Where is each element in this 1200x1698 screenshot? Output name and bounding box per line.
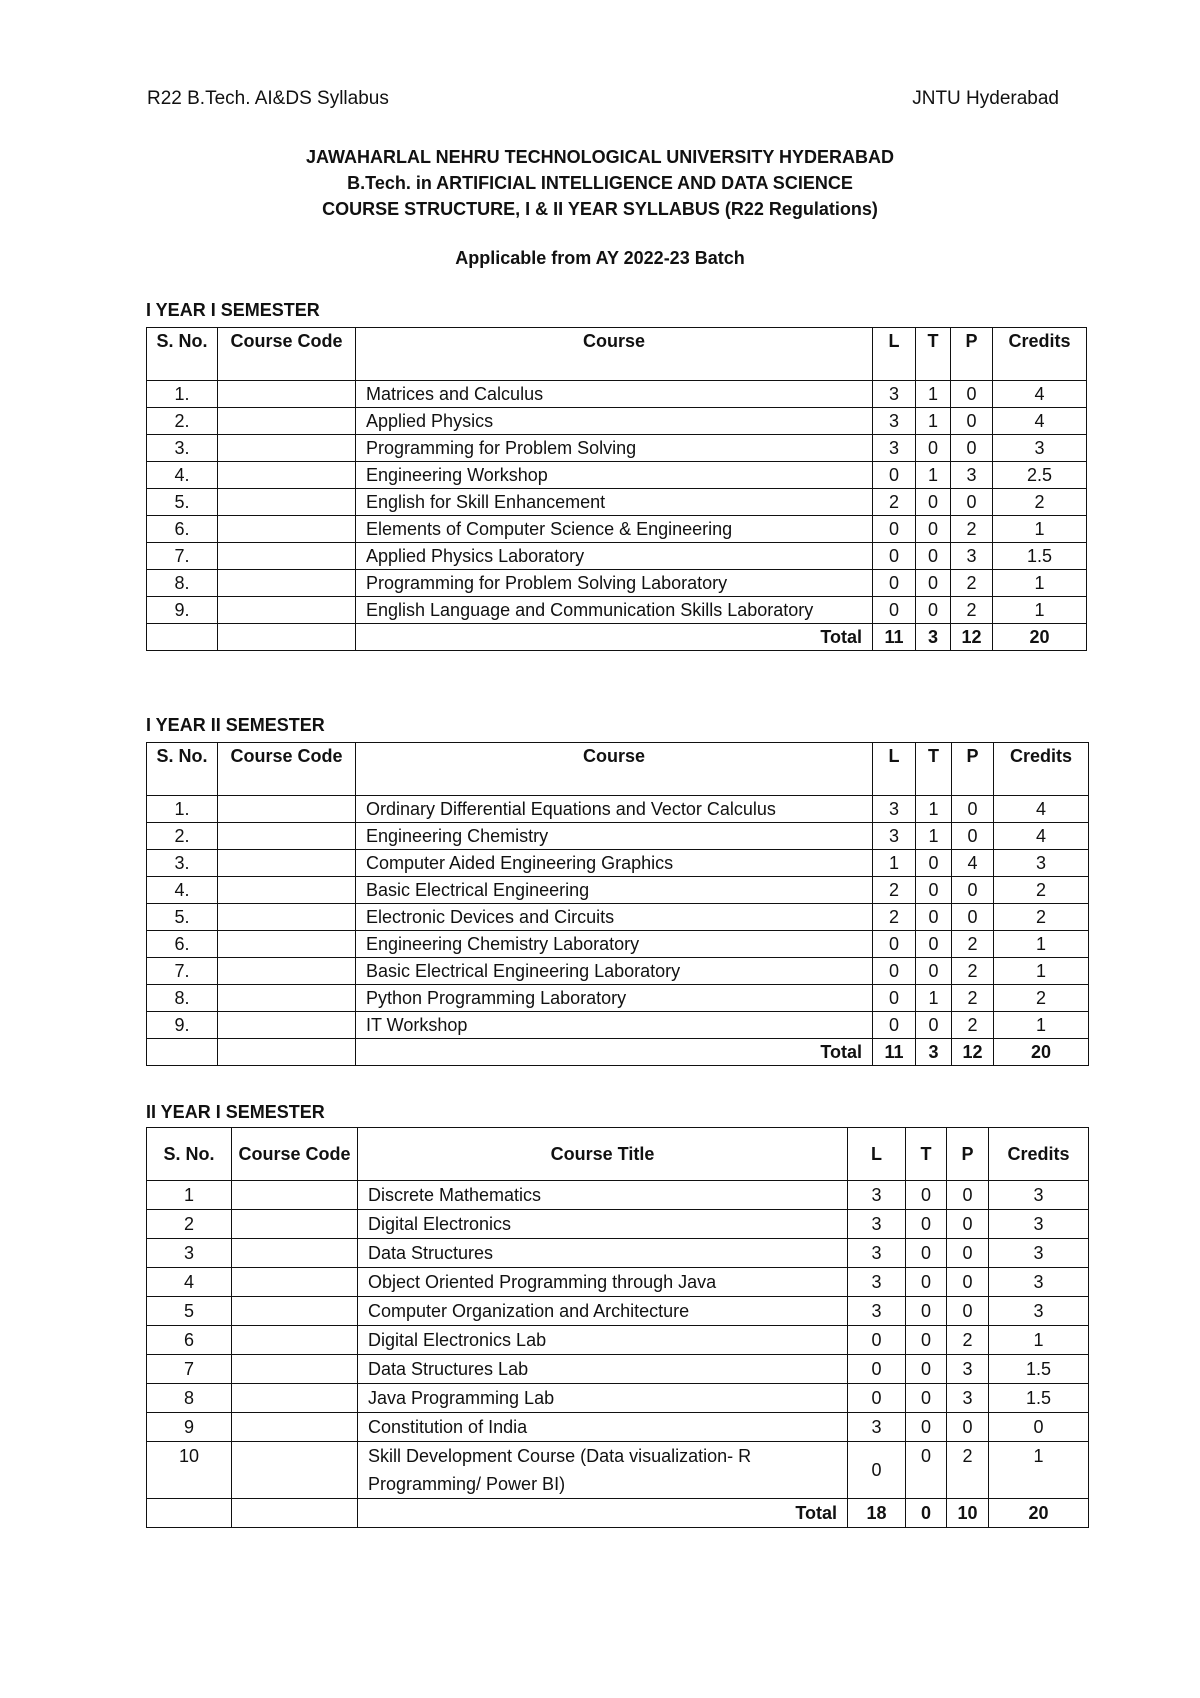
cell-l: 3	[873, 823, 916, 850]
cell-l: 0	[873, 985, 916, 1012]
cell-course-code	[218, 877, 356, 904]
cell-p: 2	[951, 570, 993, 597]
table-row	[147, 1355, 1089, 1384]
cell-course: Skill Development Course (Data visualization- R Programming/ Power BI)	[358, 1442, 848, 1499]
cell-course: Programming for Problem Solving	[356, 435, 873, 462]
cell-course-code	[218, 931, 356, 958]
table-row	[147, 1297, 1089, 1326]
cell-p: 0	[947, 1413, 989, 1442]
cell-course-code	[218, 462, 356, 489]
table-row	[147, 931, 1089, 958]
cell-t: 0	[916, 435, 951, 462]
cell-sno: 7.	[147, 958, 218, 985]
cell-credits: 3	[989, 1297, 1089, 1326]
cell-sno: 4.	[147, 877, 218, 904]
cell-l: 3	[848, 1297, 906, 1326]
cell-l: 0	[873, 462, 916, 489]
col-header-sno: S. No.	[147, 743, 218, 796]
cell-course: Data Structures	[358, 1239, 848, 1268]
cell-course-code	[232, 1355, 358, 1384]
cell-credits: 1	[994, 958, 1089, 985]
cell-p: 0	[947, 1239, 989, 1268]
cell-empty	[147, 1499, 232, 1528]
cell-l: 3	[848, 1181, 906, 1210]
total-credits: 20	[989, 1499, 1089, 1528]
cell-l: 0	[873, 958, 916, 985]
header-left: R22 B.Tech. AI&DS Syllabus	[147, 88, 389, 109]
cell-credits: 1	[993, 570, 1087, 597]
col-header-credits: Credits	[994, 743, 1089, 796]
cell-course: Discrete Mathematics	[358, 1181, 848, 1210]
table-row	[147, 1012, 1089, 1039]
cell-sno: 2	[147, 1210, 232, 1239]
cell-t: 0	[916, 877, 952, 904]
table-row	[147, 597, 1087, 624]
cell-l: 0	[848, 1442, 906, 1499]
cell-p: 4	[952, 850, 994, 877]
university-title: JAWAHARLAL NEHRU TECHNOLOGICAL UNIVERSITY HYDERABAD	[305, 147, 895, 167]
cell-sno: 2.	[147, 408, 218, 435]
cell-credits: 3	[989, 1239, 1089, 1268]
total-t: 0	[906, 1499, 947, 1528]
cell-l: 2	[873, 904, 916, 931]
cell-t: 0	[906, 1355, 947, 1384]
cell-l: 0	[873, 570, 916, 597]
table-row	[147, 904, 1089, 931]
total-p: 12	[952, 1039, 994, 1066]
col-header-credits: Credits	[989, 1128, 1089, 1181]
table-row	[147, 489, 1087, 516]
cell-credits: 1.5	[993, 543, 1087, 570]
cell-credits: 3	[994, 850, 1089, 877]
cell-t: 0	[916, 570, 951, 597]
cell-t: 0	[916, 543, 951, 570]
cell-p: 2	[952, 931, 994, 958]
cell-course-code	[218, 516, 356, 543]
cell-course-code	[218, 489, 356, 516]
cell-p: 3	[947, 1355, 989, 1384]
cell-course: Java Programming Lab	[358, 1384, 848, 1413]
cell-p: 3	[951, 543, 993, 570]
cell-empty	[232, 1499, 358, 1528]
cell-sno: 4.	[147, 462, 218, 489]
col-header-p: P	[951, 328, 993, 381]
table-header-row	[147, 328, 1087, 381]
cell-course: Basic Electrical Engineering Laboratory	[356, 958, 873, 985]
cell-sno: 9	[147, 1413, 232, 1442]
col-header-t: T	[916, 328, 951, 381]
table-row	[147, 381, 1087, 408]
table-row	[147, 1384, 1089, 1413]
cell-t: 0	[916, 1012, 952, 1039]
total-credits: 20	[994, 1039, 1089, 1066]
cell-p: 0	[951, 489, 993, 516]
cell-credits: 4	[993, 408, 1087, 435]
cell-l: 0	[848, 1326, 906, 1355]
cell-l: 3	[848, 1268, 906, 1297]
table-row	[147, 1181, 1089, 1210]
cell-t: 0	[906, 1442, 947, 1499]
cell-l: 3	[873, 381, 916, 408]
cell-t: 0	[906, 1210, 947, 1239]
cell-p: 2	[952, 985, 994, 1012]
cell-course-code	[232, 1268, 358, 1297]
total-row	[147, 624, 1087, 651]
col-header-code: Course Code	[218, 328, 356, 381]
cell-t: 0	[906, 1268, 947, 1297]
cell-course-code	[218, 408, 356, 435]
cell-course: Digital Electronics Lab	[358, 1326, 848, 1355]
table-row	[147, 1442, 1089, 1499]
document-titles	[0, 144, 1200, 222]
col-header-sno: S. No.	[147, 1128, 232, 1181]
cell-p: 0	[951, 381, 993, 408]
cell-p: 2	[951, 516, 993, 543]
cell-course-code	[218, 850, 356, 877]
cell-course: English Language and Communication Skills Laboratory	[356, 597, 873, 624]
cell-t: 1	[916, 796, 952, 823]
total-t: 3	[916, 1039, 952, 1066]
table-row	[147, 1210, 1089, 1239]
table-row	[147, 796, 1089, 823]
cell-p: 0	[947, 1297, 989, 1326]
cell-t: 0	[916, 931, 952, 958]
total-p: 10	[947, 1499, 989, 1528]
cell-sno: 5	[147, 1297, 232, 1326]
cell-p: 3	[947, 1384, 989, 1413]
cell-credits: 1	[994, 931, 1089, 958]
cell-p: 2	[952, 958, 994, 985]
cell-t: 0	[906, 1239, 947, 1268]
cell-course: Ordinary Differential Equations and Vector Calculus	[356, 796, 873, 823]
cell-credits: 2	[994, 904, 1089, 931]
table-row	[147, 985, 1089, 1012]
cell-sno: 8	[147, 1384, 232, 1413]
cell-credits: 1	[989, 1326, 1089, 1355]
cell-course: Matrices and Calculus	[356, 381, 873, 408]
cell-l: 0	[873, 516, 916, 543]
cell-p: 0	[951, 408, 993, 435]
cell-course: Object Oriented Programming through Java	[358, 1268, 848, 1297]
cell-t: 0	[906, 1413, 947, 1442]
cell-t: 0	[916, 904, 952, 931]
col-header-l: L	[873, 743, 916, 796]
cell-course: Constitution of India	[358, 1413, 848, 1442]
cell-course: Python Programming Laboratory	[356, 985, 873, 1012]
cell-course: Elements of Computer Science & Engineering	[356, 516, 873, 543]
cell-p: 0	[952, 796, 994, 823]
total-row	[147, 1039, 1089, 1066]
cell-sno: 6.	[147, 516, 218, 543]
cell-sno: 9.	[147, 597, 218, 624]
cell-credits: 3	[989, 1210, 1089, 1239]
cell-credits: 1	[993, 516, 1087, 543]
col-header-course: Course	[356, 328, 873, 381]
cell-l: 3	[873, 796, 916, 823]
sem3-table	[146, 1127, 1089, 1528]
table-row	[147, 958, 1089, 985]
table-row	[147, 1268, 1089, 1297]
total-t: 3	[916, 624, 951, 651]
cell-sno: 7.	[147, 543, 218, 570]
cell-course: Engineering Chemistry	[356, 823, 873, 850]
cell-course-code	[232, 1413, 358, 1442]
table-row	[147, 1239, 1089, 1268]
total-p: 12	[951, 624, 993, 651]
cell-course-code	[232, 1239, 358, 1268]
cell-course-code	[218, 1012, 356, 1039]
cell-course: Engineering Workshop	[356, 462, 873, 489]
cell-t: 0	[906, 1297, 947, 1326]
cell-l: 3	[873, 408, 916, 435]
cell-l: 3	[873, 435, 916, 462]
cell-sno: 3.	[147, 850, 218, 877]
cell-course: Basic Electrical Engineering	[356, 877, 873, 904]
cell-sno: 3.	[147, 435, 218, 462]
applicable-batch: Applicable from AY 2022-23 Batch	[455, 248, 745, 268]
cell-credits: 3	[989, 1268, 1089, 1297]
cell-course-code	[218, 796, 356, 823]
cell-course-code	[218, 570, 356, 597]
cell-course-code	[218, 597, 356, 624]
sem1-table	[146, 327, 1087, 651]
cell-sno: 6.	[147, 931, 218, 958]
table-row	[147, 877, 1089, 904]
table-row	[147, 570, 1087, 597]
sem2-table	[146, 742, 1089, 1066]
table-row	[147, 435, 1087, 462]
table-row	[147, 823, 1089, 850]
total-credits: 20	[993, 624, 1087, 651]
cell-p: 0	[947, 1210, 989, 1239]
cell-sno: 5.	[147, 489, 218, 516]
sem2-title: I YEAR II SEMESTER	[146, 715, 325, 735]
cell-empty	[147, 1039, 218, 1066]
col-header-credits: Credits	[993, 328, 1087, 381]
cell-course: English for Skill Enhancement	[356, 489, 873, 516]
total-l: 11	[873, 624, 916, 651]
cell-course-code	[232, 1181, 358, 1210]
cell-empty	[218, 1039, 356, 1066]
cell-p: 2	[947, 1326, 989, 1355]
total-label: Total	[358, 1499, 848, 1528]
col-header-code: Course Code	[232, 1128, 358, 1181]
total-l: 11	[873, 1039, 916, 1066]
cell-course-code	[218, 381, 356, 408]
cell-p: 3	[951, 462, 993, 489]
cell-l: 0	[873, 1012, 916, 1039]
cell-course: Programming for Problem Solving Laboratory	[356, 570, 873, 597]
cell-course-code	[232, 1442, 358, 1499]
col-header-course: Course Title	[358, 1128, 848, 1181]
cell-credits: 2	[994, 877, 1089, 904]
col-header-code: Course Code	[218, 743, 356, 796]
col-header-t: T	[906, 1128, 947, 1181]
cell-course-code	[218, 435, 356, 462]
total-row	[147, 1499, 1089, 1528]
cell-t: 0	[916, 850, 952, 877]
table-header-row	[147, 743, 1089, 796]
cell-course: Applied Physics Laboratory	[356, 543, 873, 570]
cell-empty	[147, 624, 218, 651]
cell-course: Data Structures Lab	[358, 1355, 848, 1384]
cell-sno: 8.	[147, 985, 218, 1012]
cell-course: Applied Physics	[356, 408, 873, 435]
cell-sno: 1	[147, 1181, 232, 1210]
cell-credits: 4	[994, 796, 1089, 823]
cell-course: Electronic Devices and Circuits	[356, 904, 873, 931]
cell-l: 0	[873, 597, 916, 624]
table-row	[147, 1413, 1089, 1442]
table-header-row	[147, 1128, 1089, 1181]
table-row	[147, 850, 1089, 877]
cell-course-code	[218, 958, 356, 985]
cell-course-code	[232, 1297, 358, 1326]
cell-sno: 8.	[147, 570, 218, 597]
sem3-title: II YEAR I SEMESTER	[146, 1102, 325, 1122]
cell-credits: 2	[993, 489, 1087, 516]
cell-t: 0	[906, 1384, 947, 1413]
cell-course: Digital Electronics	[358, 1210, 848, 1239]
table-row	[147, 543, 1087, 570]
cell-t: 1	[916, 985, 952, 1012]
total-l: 18	[848, 1499, 906, 1528]
cell-t: 1	[916, 823, 952, 850]
cell-sno: 1.	[147, 381, 218, 408]
cell-p: 2	[952, 1012, 994, 1039]
header-right: JNTU Hyderabad	[912, 88, 1059, 109]
cell-p: 0	[952, 904, 994, 931]
cell-credits: 1	[993, 597, 1087, 624]
table-row	[147, 516, 1087, 543]
cell-sno: 6	[147, 1326, 232, 1355]
cell-sno: 4	[147, 1268, 232, 1297]
course-structure-title: COURSE STRUCTURE, I & II YEAR SYLLABUS (R22 Regulations)	[322, 199, 878, 219]
cell-t: 0	[916, 516, 951, 543]
cell-course-code	[232, 1210, 358, 1239]
col-header-l: L	[873, 328, 916, 381]
cell-credits: 1.5	[989, 1355, 1089, 1384]
cell-credits: 4	[993, 381, 1087, 408]
cell-credits: 3	[993, 435, 1087, 462]
cell-l: 0	[873, 543, 916, 570]
cell-sno: 7	[147, 1355, 232, 1384]
cell-course: IT Workshop	[356, 1012, 873, 1039]
program-title: B.Tech. in ARTIFICIAL INTELLIGENCE AND DATA SCIENCE	[347, 173, 853, 193]
cell-t: 0	[916, 958, 952, 985]
cell-t: 0	[916, 597, 951, 624]
total-label: Total	[356, 1039, 873, 1066]
col-header-l: L	[848, 1128, 906, 1181]
col-header-sno: S. No.	[147, 328, 218, 381]
cell-credits: 3	[989, 1181, 1089, 1210]
cell-t: 0	[906, 1326, 947, 1355]
cell-credits: 1.5	[989, 1384, 1089, 1413]
cell-l: 3	[848, 1413, 906, 1442]
total-label: Total	[356, 624, 873, 651]
cell-credits: 2	[994, 985, 1089, 1012]
table-row	[147, 462, 1087, 489]
cell-l: 2	[873, 877, 916, 904]
cell-p: 2	[951, 597, 993, 624]
cell-sno: 1.	[147, 796, 218, 823]
table-row	[147, 1326, 1089, 1355]
cell-sno: 9.	[147, 1012, 218, 1039]
cell-l: 0	[848, 1384, 906, 1413]
cell-course-code	[218, 823, 356, 850]
cell-credits: 1	[994, 1012, 1089, 1039]
table-row	[147, 408, 1087, 435]
cell-course: Computer Aided Engineering Graphics	[356, 850, 873, 877]
cell-course-code	[232, 1326, 358, 1355]
cell-credits: 0	[989, 1413, 1089, 1442]
cell-p: 0	[952, 823, 994, 850]
cell-l: 2	[873, 489, 916, 516]
cell-l: 3	[848, 1210, 906, 1239]
cell-t: 1	[916, 408, 951, 435]
cell-credits: 2.5	[993, 462, 1087, 489]
cell-empty	[218, 624, 356, 651]
cell-credits: 1	[989, 1442, 1089, 1499]
cell-course-code	[218, 904, 356, 931]
col-header-course: Course	[356, 743, 873, 796]
col-header-t: T	[916, 743, 952, 796]
cell-course-code	[218, 985, 356, 1012]
cell-t: 0	[906, 1181, 947, 1210]
cell-p: 2	[947, 1442, 989, 1499]
sem1-title: I YEAR I SEMESTER	[146, 300, 320, 320]
cell-sno: 5.	[147, 904, 218, 931]
cell-l: 1	[873, 850, 916, 877]
cell-course: Engineering Chemistry Laboratory	[356, 931, 873, 958]
cell-course-code	[232, 1384, 358, 1413]
cell-t: 1	[916, 381, 951, 408]
cell-t: 1	[916, 462, 951, 489]
cell-p: 0	[952, 877, 994, 904]
cell-p: 0	[947, 1181, 989, 1210]
cell-l: 3	[848, 1239, 906, 1268]
cell-credits: 4	[994, 823, 1089, 850]
cell-p: 0	[951, 435, 993, 462]
cell-l: 0	[873, 931, 916, 958]
cell-course-code	[218, 543, 356, 570]
cell-sno: 10	[147, 1442, 232, 1499]
cell-p: 0	[947, 1268, 989, 1297]
cell-sno: 2.	[147, 823, 218, 850]
col-header-p: P	[952, 743, 994, 796]
cell-sno: 3	[147, 1239, 232, 1268]
cell-t: 0	[916, 489, 951, 516]
cell-l: 0	[848, 1355, 906, 1384]
col-header-p: P	[947, 1128, 989, 1181]
cell-course: Computer Organization and Architecture	[358, 1297, 848, 1326]
